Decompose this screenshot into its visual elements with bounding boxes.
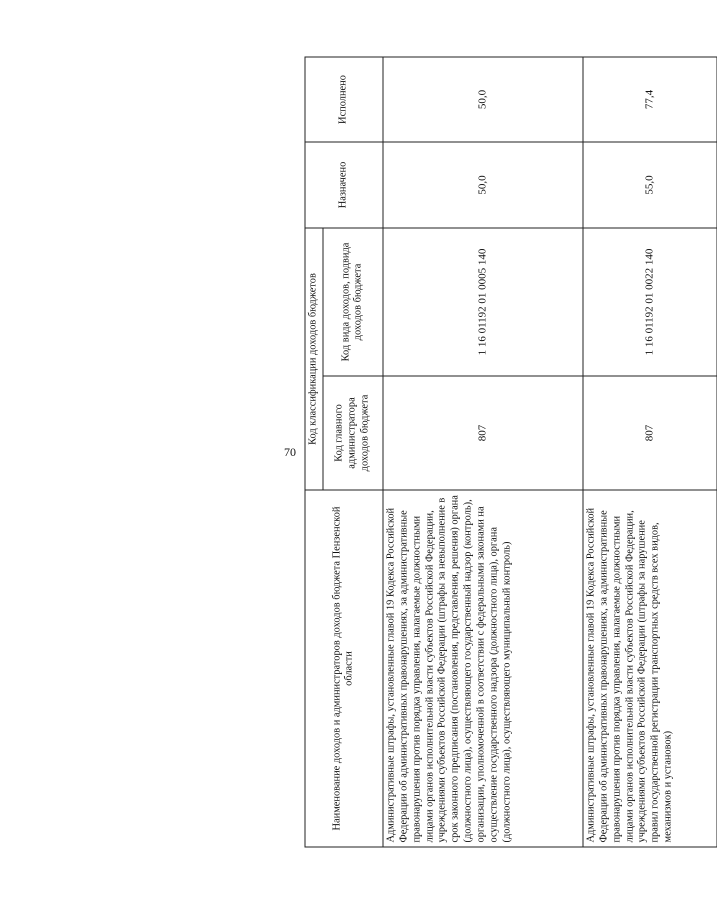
revenue-table <box>305 57 717 848</box>
row-executed: 77,4 <box>583 57 717 142</box>
header-executed: Исполнено <box>305 57 383 142</box>
header-name: Наименование доходов и администраторов доходов бюджета Пензенской области <box>305 490 383 847</box>
page-number: 70 <box>284 445 296 459</box>
row-admin-code: 807 <box>383 376 583 490</box>
row-name: Административные штрафы, установленные главой 19 Кодекса Российской Федерации об административных правонарушениях, за административные правонарушения против порядка управления, налагаемые должностными лицами органов исполнительной власти субъектов Российской Федерации, учреждениями субъектов Российской Федерации (штрафы за невыполнение в срок законного предписания (постановления, представления, решения) органа (должностного лица), осуществляющего государственный надзор (контроль), организации, уполномоченной в соответствии с федеральными законами на осуществление государственного надзора (должностного лица), органа (должностного лица), осуществляющего муниципальный контроль) <box>383 490 583 847</box>
table-row <box>583 57 717 847</box>
rotated-page <box>281 58 684 848</box>
row-assigned: 50,0 <box>383 142 583 228</box>
row-income-code: 1 16 01192 01 0005 140 <box>383 228 583 376</box>
header-admin-code: Код главного администратора доходов бюджета <box>323 376 383 490</box>
header-income-code: Код вида доходов, подвида доходов бюджета <box>323 228 383 376</box>
row-executed: 50,0 <box>383 57 583 142</box>
header-assigned: Назначено <box>305 142 383 228</box>
row-admin-code: 807 <box>583 376 717 490</box>
row-name: Административные штрафы, установленные главой 19 Кодекса Российской Федерации об административных правонарушениях, за административные правонарушения против порядка управления, налагаемые должностными лицами органов исполнительной власти субъектов Российской Федерации, учреждениями субъектов Российской Федерации (штрафы за нарушение правил государственной регистрации транспортных средств всех видов, механизмов и установок) <box>583 490 717 847</box>
table-row <box>383 57 583 847</box>
header-code-group: Код классификации доходов бюджетов <box>305 228 323 490</box>
row-income-code: 1 16 01192 01 0022 140 <box>583 228 717 376</box>
row-assigned: 55,0 <box>583 142 717 228</box>
